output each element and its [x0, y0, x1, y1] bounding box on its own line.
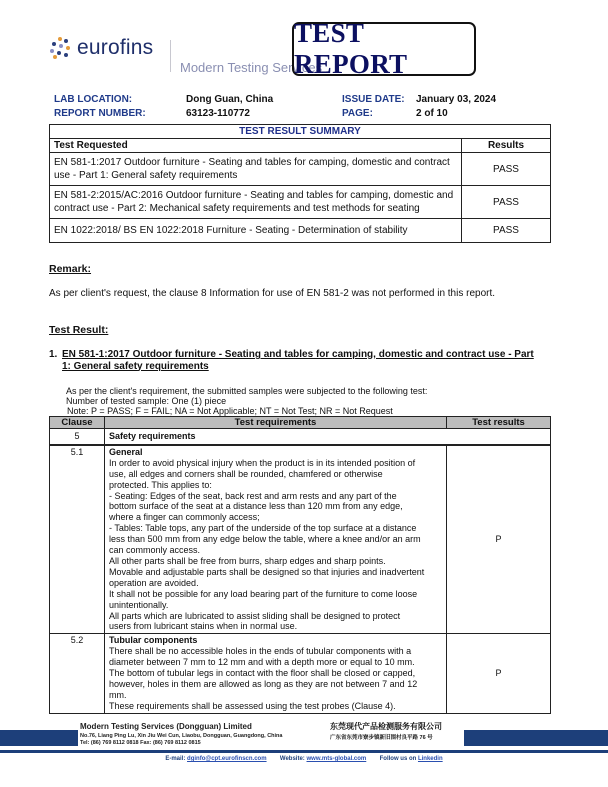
requirement-line: can commonly access.	[109, 545, 201, 556]
requirement-line: bottom surface of the seat at a distance less than 120 mm from any edge,	[109, 501, 403, 512]
summary-row	[50, 219, 551, 243]
summary-title: TEST RESULT SUMMARY	[50, 125, 551, 139]
requirement-line: - Seating: Edges of the seat, back rest and arm rests and any part of the	[109, 490, 397, 501]
summary-test: EN 581-1:2017 Outdoor furniture - Seating and tables for camping, domestic and contract use - Part 1: General safety requirements	[50, 153, 462, 186]
summary-test: EN 581-2:2015/AC:2016 Outdoor furniture - Seating and tables for camping, domestic and contract use - Part 2: Mechanical safety requirements and test methods for seating	[50, 186, 462, 219]
footer-address-cn: 广东省东莞市寮步镇新旧围村良平路 76 号	[330, 735, 433, 741]
logo-divider	[170, 40, 171, 72]
report-title-box	[292, 18, 476, 79]
brand-name: eurofins	[77, 36, 154, 59]
report-number: 63123-110772	[186, 108, 250, 119]
requirement-line: Movable and adjustable parts shall be designed so that injuries and inadvertent	[109, 566, 425, 577]
clause-number: 5.1	[50, 445, 105, 634]
sub-brand: Modern Testing Services	[180, 60, 323, 75]
col-clause: Clause	[50, 417, 105, 429]
summary-result: PASS	[462, 186, 551, 219]
requirement-title: General	[109, 446, 143, 457]
footer-bar-right	[464, 730, 608, 746]
page-number: 2 of 10	[416, 108, 448, 119]
col-test-results: Test results	[447, 417, 551, 429]
footer-address-line: No.76, Liang Ping Lu, Xin Jiu Wei Cun, Liaobu, Dongguan, Guangdong, China	[80, 733, 283, 739]
report-number-label: REPORT NUMBER:	[54, 108, 146, 119]
summary-result: PASS	[462, 153, 551, 186]
intro-note: Note: P = PASS; F = FAIL; NA = Not Applicable; NT = Not Test; NR = Not Request	[67, 406, 393, 416]
test-results-table	[49, 416, 551, 714]
issue-date: January 03, 2024	[416, 94, 497, 105]
requirement-line: These requirements shall be assessed using the test probes (Clause 4).	[109, 700, 396, 711]
test-result-summary-table	[49, 124, 551, 243]
requirement-line: All parts which are lubricated to assist sliding shall be designed to protect	[109, 610, 401, 621]
linkedin-link[interactable]: Linkedin	[417, 756, 443, 762]
requirement-title: Tubular components	[109, 635, 198, 646]
requirement-line: where a finger can commonly access;	[109, 512, 260, 523]
email-link[interactable]: dginfo@cpt.eurofinscn.com	[187, 756, 267, 762]
summary-row	[50, 153, 551, 186]
email-label: E-mail:	[165, 756, 186, 762]
clause-number: 5	[50, 429, 105, 445]
intro-requirement: As per the client's requirement, the submitted samples were subjected to the following test:	[66, 386, 428, 396]
section-number: 1.	[49, 349, 58, 360]
requirement-line: mm.	[109, 689, 127, 700]
section-row	[50, 429, 551, 445]
summary-row	[50, 186, 551, 219]
requirement-text	[109, 646, 442, 711]
follow-label: Follow us on	[379, 756, 417, 762]
footer-contact	[0, 756, 608, 762]
issue-date-label: ISSUE DATE:	[342, 94, 405, 105]
footer-company: Modern Testing Services (Dongguan) Limited	[80, 722, 252, 731]
test-result: P	[447, 634, 551, 713]
requirement-line: unintentionally.	[109, 599, 169, 610]
eurofins-dots-icon	[50, 37, 72, 59]
remark-text: As per client's request, the clause 8 Information for use of EN 581-2 was not performed in this report.	[49, 288, 496, 299]
col-results: Results	[462, 139, 551, 153]
page-label: PAGE:	[342, 108, 373, 119]
table-row	[50, 634, 551, 713]
test-result-heading: Test Result:	[49, 324, 109, 336]
footer-company-cn: 东莞现代产品检测服务有限公司	[330, 722, 442, 731]
clause-number: 5.2	[50, 634, 105, 713]
website-label: Website:	[279, 756, 305, 762]
requirement-line: In order to avoid physical injury when the product is in its intended position of	[109, 457, 416, 468]
col-test-requested: Test Requested	[50, 139, 462, 153]
requirement-line: users from lubricant stains when in normal use.	[109, 621, 298, 632]
requirement-cell	[105, 634, 447, 713]
section-title: EN 581-1:2017 Outdoor furniture - Seating and tables for camping, domestic and contract use - Part 1: General safety requirements	[62, 349, 534, 372]
footer-address	[80, 733, 282, 747]
requirement-line: The bottom of tubular legs in contact with the floor shall be closed or capped,	[109, 668, 416, 679]
lab-location: Dong Guan, China	[186, 94, 274, 105]
requirement-line: less than 500 mm from any edge below the table, where a knee and/or an arm	[109, 534, 421, 545]
requirement-cell	[105, 445, 447, 634]
requirement-line: There shall be no accessible holes in the ends of tubular components with a	[109, 646, 412, 657]
website-link[interactable]: www.mts-global.com	[306, 756, 367, 762]
requirement-text	[109, 458, 442, 633]
requirement-line: It shall not be possible for any load bearing part of the furniture to come loose	[109, 588, 418, 599]
intro-sample-count: Number of tested sample: One (1) piece	[66, 396, 227, 406]
footer-bar-left	[0, 730, 78, 746]
requirement-line: use, all edges and corners shall be rounded, chamfered or otherwise	[109, 468, 383, 479]
requirement-line: operation are avoided.	[109, 577, 199, 588]
report-title: TEST REPORT	[294, 18, 408, 79]
col-requirements: Test requirements	[105, 417, 447, 429]
lab-location-label: LAB LOCATION:	[54, 94, 133, 105]
requirement-line: All other parts shall be free from burrs, sharp edges and sharp points.	[109, 555, 386, 566]
remark-heading: Remark:	[49, 263, 92, 275]
requirement-line: diameter between 7 mm to 12 mm and with a depth more or equal to 10 mm.	[109, 657, 415, 668]
summary-test: EN 1022:2018/ BS EN 1022:2018 Furniture - Seating - Determination of stability	[50, 219, 462, 243]
requirement-line: - Tables: Table tops, any part of the underside of the top surface at a distance	[109, 523, 417, 534]
requirement-line: protected. This applies to:	[109, 479, 212, 490]
test-result: P	[447, 445, 551, 634]
eurofins-logo	[50, 36, 153, 60]
footer-tel-fax: Tel: (86) 769 8112 0818 Fax: (86) 769 8112 0815	[80, 740, 201, 746]
footer-line	[0, 750, 608, 753]
table-row	[50, 445, 551, 634]
requirement-line: however, holes in them are allowed as long as they are not between 7 and 12	[109, 678, 418, 689]
section-heading: Safety requirements	[105, 429, 551, 445]
summary-result: PASS	[462, 219, 551, 243]
